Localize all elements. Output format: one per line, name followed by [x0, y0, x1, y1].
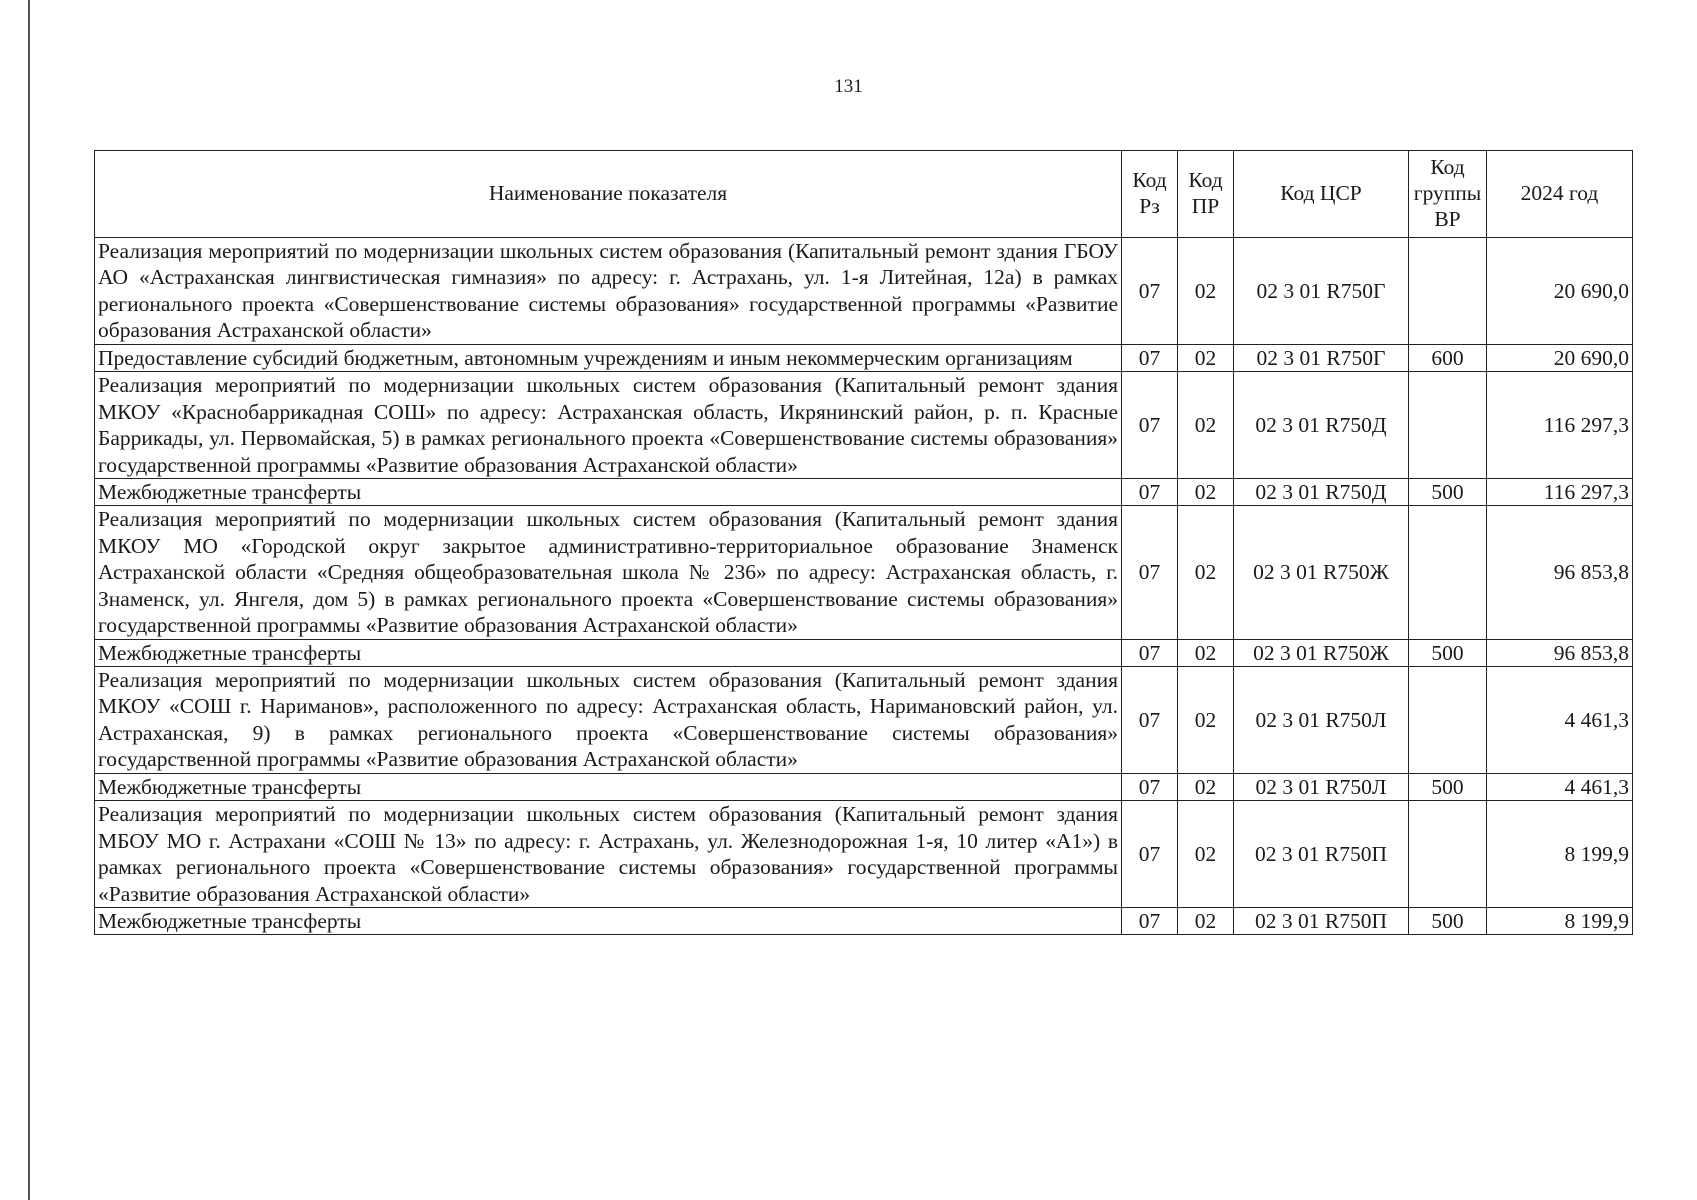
row-name-cell: Предоставление субсидий бюджетным, автономным учреждениям и иным некоммерческим организациям	[95, 344, 1122, 371]
row-vr-cell: 500	[1409, 478, 1487, 505]
row-name-cell: Реализация мероприятий по модернизации школьных систем образования (Капитальный ремонт здания МБОУ МО г. Астрахани «СОШ № 13» по адресу: г. Астрахань, ул. Железнодорожная 1-я, 10 литер «А1») в рамках регионального проекта «Совершенствование системы образования» государственной программы «Развитие образования Астраханской области»	[95, 801, 1122, 908]
row-amount-cell: 8 199,9	[1487, 801, 1633, 908]
row-name-cell: Межбюджетные трансферты	[95, 639, 1122, 666]
row-csr-cell: 02 3 01 R750П	[1234, 907, 1409, 934]
row-amount-cell: 116 297,3	[1487, 478, 1633, 505]
row-vr-cell: 500	[1409, 907, 1487, 934]
row-rz-cell: 07	[1122, 773, 1178, 800]
row-name-cell: Реализация мероприятий по модернизации школьных систем образования (Капитальный ремонт здания ГБОУ АО «Астраханская лингвистическая гимназия» по адресу: г. Астрахань, ул. 1-я Литейная, 12а) в рамках регионального проекта «Совершенствование системы образования» государственной программы «Развитие образования Астраханской области»	[95, 238, 1122, 345]
header-name: Наименование показателя	[95, 151, 1122, 238]
row-pr-cell: 02	[1178, 478, 1234, 505]
row-pr-cell: 02	[1178, 801, 1234, 908]
row-csr-cell: 02 3 01 R750Л	[1234, 667, 1409, 774]
row-name-cell: Реализация мероприятий по модернизации школьных систем образования (Капитальный ремонт здания МКОУ «СОШ г. Нариманов», расположенного по адресу: Астраханская область, Наримановский район, ул. Астраханская, 9) в рамках регионального проекта «Совершенствование системы образования» государственной программы «Развитие образования Астраханской области»	[95, 667, 1122, 774]
row-rz-cell: 07	[1122, 344, 1178, 371]
row-name-cell: Реализация мероприятий по модернизации школьных систем образования (Капитальный ремонт здания МКОУ МО «Городской округ закрытое административно-территориальное образование Знаменск Астраханской области «Средняя общеобразовательная школа № 236» по адресу: Астраханская область, г. Знаменск, ул. Янгеля, дом 5) в рамках регионального проекта «Совершенствование системы образования» государственной программы «Развитие образования Астраханской области»	[95, 506, 1122, 639]
row-vr-cell: 500	[1409, 639, 1487, 666]
row-vr-cell	[1409, 238, 1487, 345]
page-number: 131	[834, 76, 863, 97]
row-rz-cell: 07	[1122, 478, 1178, 505]
row-rz-cell: 07	[1122, 907, 1178, 934]
row-vr-cell: 600	[1409, 344, 1487, 371]
row-name-cell: Межбюджетные трансферты	[95, 478, 1122, 505]
row-csr-cell: 02 3 01 R750Ж	[1234, 506, 1409, 639]
row-amount-cell: 96 853,8	[1487, 639, 1633, 666]
table-row	[95, 238, 1633, 345]
header-year: 2024 год	[1487, 151, 1633, 238]
budget-table	[94, 150, 1633, 935]
table-row	[95, 801, 1633, 908]
table-row	[95, 372, 1633, 479]
table-header-row	[95, 151, 1633, 238]
row-name-cell: Межбюджетные трансферты	[95, 773, 1122, 800]
row-amount-cell: 8 199,9	[1487, 907, 1633, 934]
row-csr-cell: 02 3 01 R750Ж	[1234, 639, 1409, 666]
table-row	[95, 907, 1633, 934]
row-vr-cell	[1409, 372, 1487, 479]
row-amount-cell: 20 690,0	[1487, 238, 1633, 345]
row-csr-cell: 02 3 01 R750Д	[1234, 372, 1409, 479]
header-pr: Код ПР	[1178, 151, 1234, 238]
row-vr-cell	[1409, 667, 1487, 774]
table-row	[95, 344, 1633, 371]
row-pr-cell: 02	[1178, 344, 1234, 371]
row-amount-cell: 20 690,0	[1487, 344, 1633, 371]
row-csr-cell: 02 3 01 R750Г	[1234, 238, 1409, 345]
header-rz: Код Рз	[1122, 151, 1178, 238]
row-rz-cell: 07	[1122, 506, 1178, 639]
row-amount-cell: 4 461,3	[1487, 773, 1633, 800]
row-name-cell: Реализация мероприятий по модернизации школьных систем образования (Капитальный ремонт здания МКОУ «Краснобаррикадная СОШ» по адресу: Астраханская область, Икрянинский район, р. п. Красные Баррикады, ул. Первомайская, 5) в рамках регионального проекта «Совершенствование системы образования» государственной программы «Развитие образования Астраханской области»	[95, 372, 1122, 479]
row-pr-cell: 02	[1178, 506, 1234, 639]
row-name-cell: Межбюджетные трансферты	[95, 907, 1122, 934]
row-rz-cell: 07	[1122, 801, 1178, 908]
table-row	[95, 667, 1633, 774]
row-pr-cell: 02	[1178, 372, 1234, 479]
header-csr: Код ЦСР	[1234, 151, 1409, 238]
row-csr-cell: 02 3 01 R750П	[1234, 801, 1409, 908]
row-pr-cell: 02	[1178, 667, 1234, 774]
row-csr-cell: 02 3 01 R750Л	[1234, 773, 1409, 800]
row-amount-cell: 4 461,3	[1487, 667, 1633, 774]
row-csr-cell: 02 3 01 R750Г	[1234, 344, 1409, 371]
row-pr-cell: 02	[1178, 907, 1234, 934]
table-row	[95, 639, 1633, 666]
row-vr-cell: 500	[1409, 773, 1487, 800]
table-row	[95, 506, 1633, 639]
row-rz-cell: 07	[1122, 667, 1178, 774]
row-rz-cell: 07	[1122, 639, 1178, 666]
header-vr: Код группы ВР	[1409, 151, 1487, 238]
row-csr-cell: 02 3 01 R750Д	[1234, 478, 1409, 505]
row-pr-cell: 02	[1178, 773, 1234, 800]
binding-edge-line	[28, 0, 30, 1200]
row-pr-cell: 02	[1178, 238, 1234, 345]
table-row	[95, 478, 1633, 505]
row-vr-cell	[1409, 801, 1487, 908]
row-amount-cell: 96 853,8	[1487, 506, 1633, 639]
row-amount-cell: 116 297,3	[1487, 372, 1633, 479]
table-body	[95, 238, 1633, 935]
row-rz-cell: 07	[1122, 372, 1178, 479]
row-vr-cell	[1409, 506, 1487, 639]
row-pr-cell: 02	[1178, 639, 1234, 666]
table-row	[95, 773, 1633, 800]
row-rz-cell: 07	[1122, 238, 1178, 345]
